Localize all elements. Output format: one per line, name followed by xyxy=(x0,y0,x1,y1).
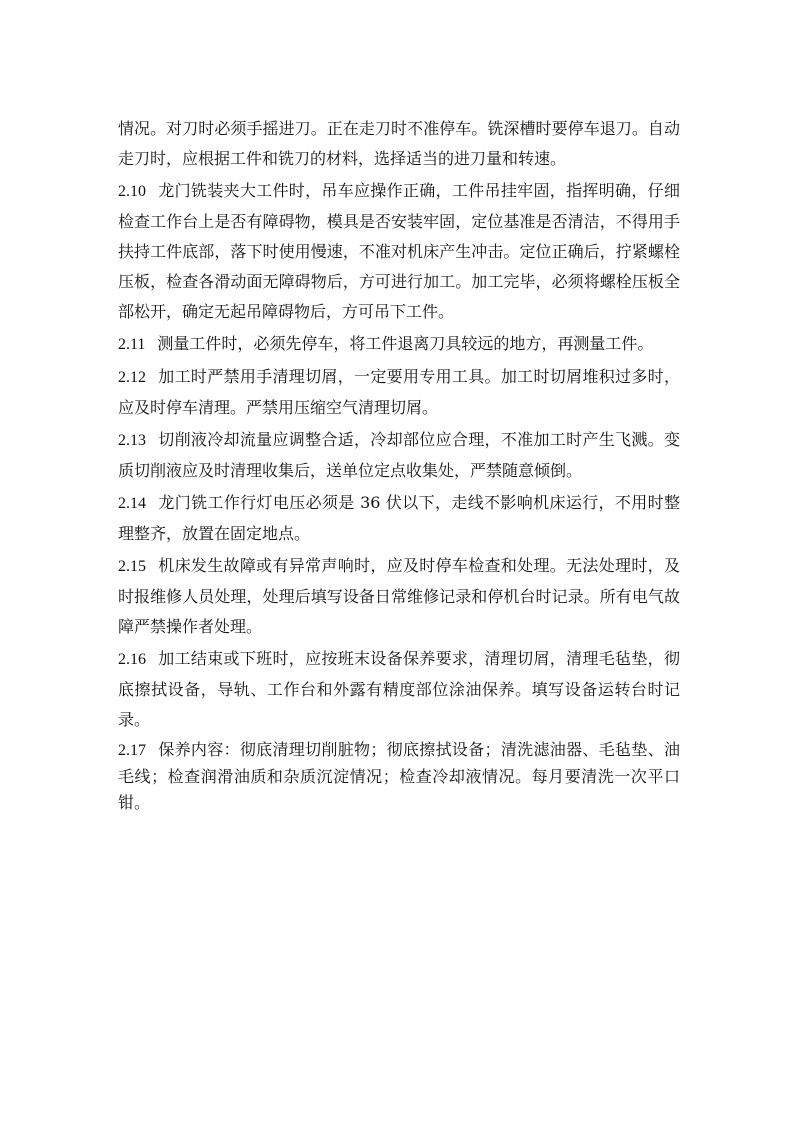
paragraph-2-14 xyxy=(118,488,680,549)
paragraph-text: 加工结束或下班时，应按班末设备保养要求，清理切屑，清理毛毡垫，彻底擦拭设备，导轨、工作台和外露有精度部位涂油保养。填写设备运转台时记录。 xyxy=(118,649,680,729)
document-page xyxy=(118,114,680,818)
paragraph-2-11 xyxy=(118,329,680,360)
paragraph-number: 2.13 xyxy=(118,432,146,449)
paragraph-2-13 xyxy=(118,425,680,486)
paragraph-text: 切削液冷却流量应调整合适，冷却部位应合理，不准加工时产生飞溅。变质切削液应及时清理收集后，送单位定点收集处，严禁随意倾倒。 xyxy=(118,430,680,480)
paragraph-number: 2.17 xyxy=(118,742,146,759)
paragraph-number: 2.15 xyxy=(118,558,146,575)
paragraph-2-10 xyxy=(118,176,680,327)
paragraph-number: 2.10 xyxy=(118,183,146,200)
paragraph-2-16 xyxy=(118,644,680,735)
paragraph-text: 机床发生故障或有异常声响时，应及时停车检查和处理。无法处理时，及时报维修人员处理，处理后填写设备日常维修记录和停机台时记录。所有电气故障严禁操作者处理。 xyxy=(118,556,680,636)
paragraph-number: 2.11 xyxy=(118,336,146,353)
paragraph-number: 2.16 xyxy=(118,651,146,668)
paragraph-2-15 xyxy=(118,551,680,642)
paragraph-2-12 xyxy=(118,362,680,423)
paragraph-continuation xyxy=(118,114,680,174)
paragraph-text: 龙门铣装夹大工件时，吊车应操作正确，工件吊挂牢固，指挥明确，仔细检查工作台上是否有障碍物，模具是否安装牢固，定位基准是否清洁，不得用手扶持工件底部，落下时使用慢速，不准对机床产生冲击。定位正确后，拧紧螺栓压板，检查各滑动面无障碍物后，方可进行加工。加工完毕，必须将螺栓压板全部松开，确定无起吊障碍物后，方可吊下工件。 xyxy=(118,181,680,321)
paragraph-text: 测量工件时，必须先停车，将工件退离刀具较远的地方，再测量工件。 xyxy=(157,334,654,353)
paragraph-number: 2.12 xyxy=(118,369,146,386)
paragraph-text: 加工时严禁用手清理切屑，一定要用专用工具。加工时切屑堆积过多时，应及时停车清理。严禁用压缩空气清理切屑。 xyxy=(118,367,680,417)
paragraph-number: 2.14 xyxy=(118,495,146,512)
paragraph-text: 龙门铣工作行灯电压必须是 36 伏以下，走线不影响机床运行，不用时整理整齐，放置在固定地点。 xyxy=(118,493,680,543)
paragraph-text: 情况。对刀时必须手摇进刀。正在走刀时不准停车。铣深槽时要停车退刀。自动走刀时，应根据工件和铣刀的材料，选择适当的进刀量和转速。 xyxy=(118,119,680,168)
paragraph-text: 保养内容：彻底清理切削脏物；彻底擦拭设备；清洗滤油器、毛毡垫、油毛线；检查润滑油质和杂质沉淀情况；检查冷却液情况。每月要清洗一次平口钳。 xyxy=(118,740,680,812)
paragraph-2-17 xyxy=(118,737,680,816)
